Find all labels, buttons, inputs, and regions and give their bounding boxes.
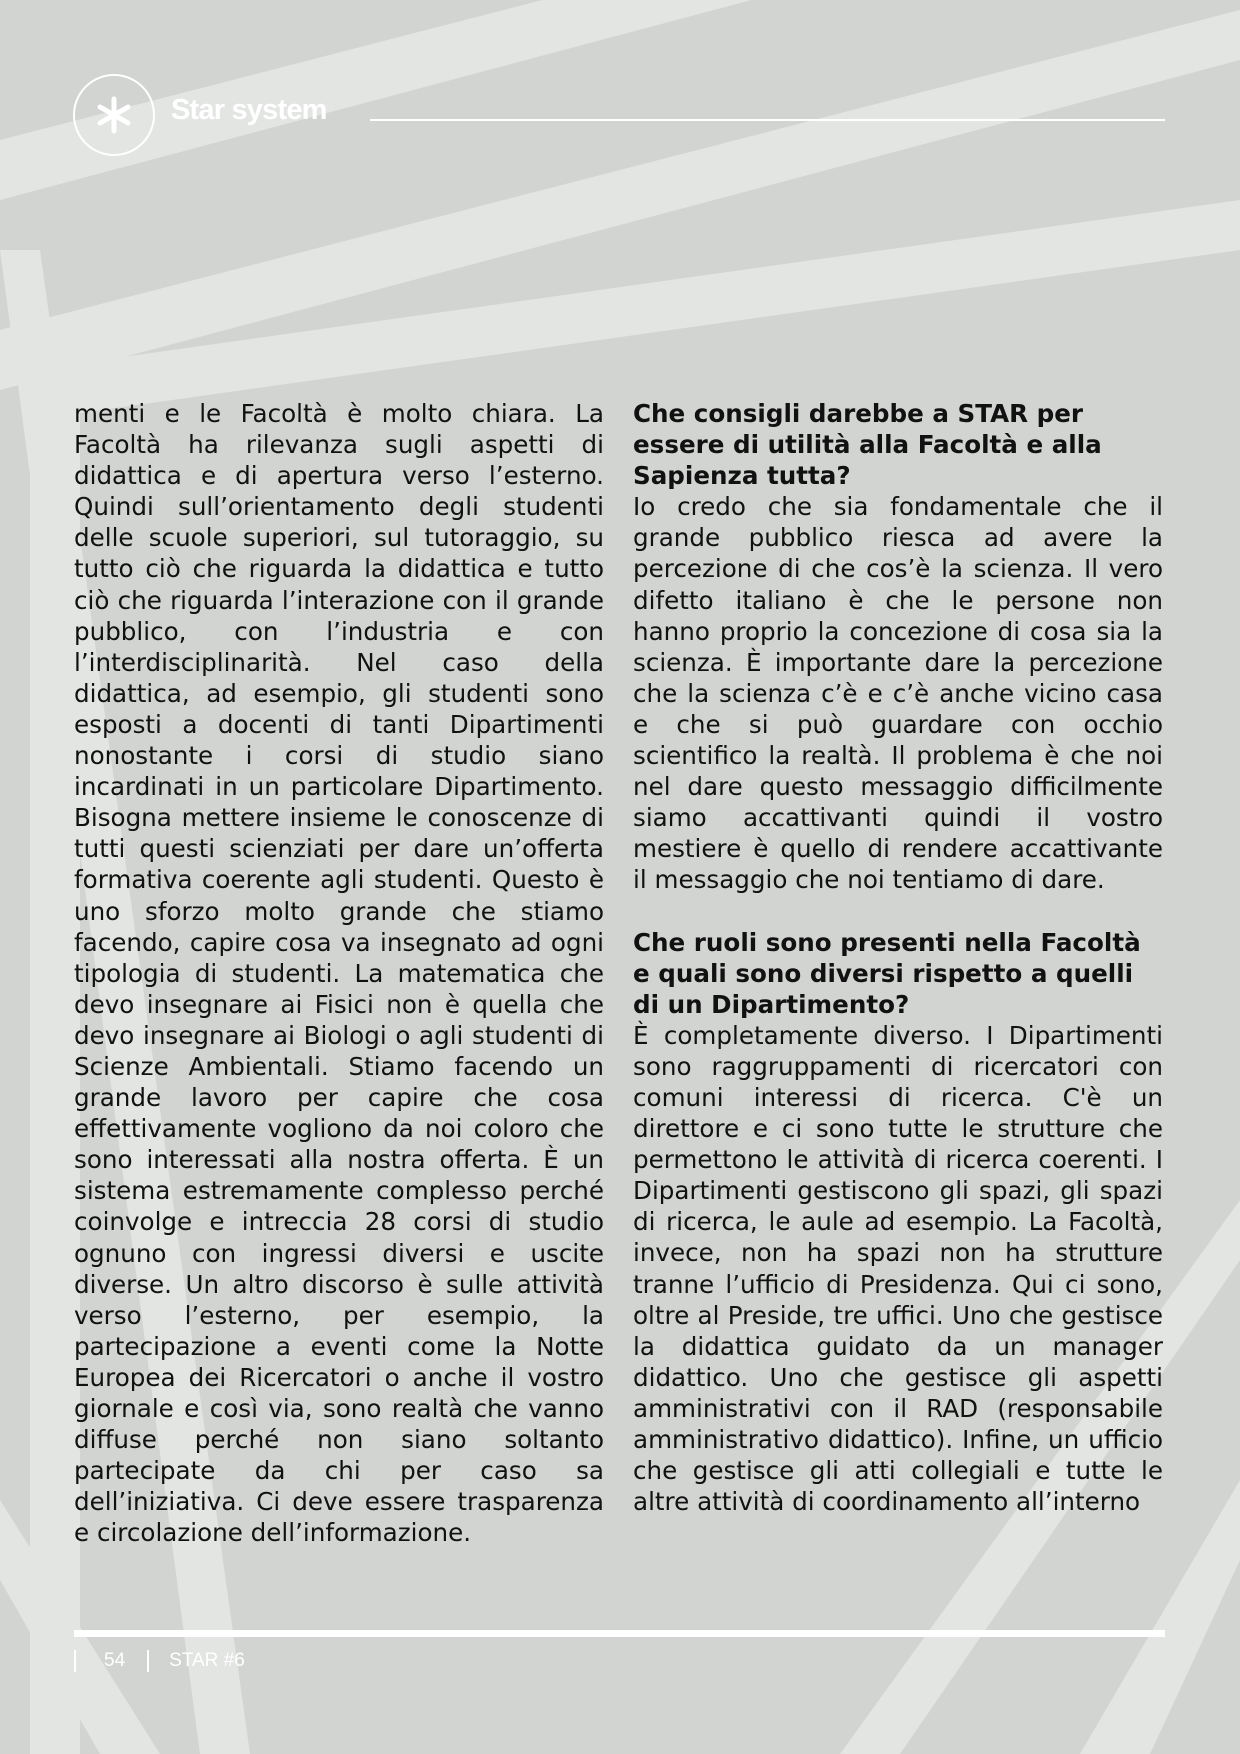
section-logo — [73, 74, 155, 156]
answer-paragraph: È completamente diverso. I Dipartimenti sono raggruppamenti di ricercatori con comuni interessi di ricerca. C'è un direttore e ci sono tutte le strutture che permettono le attività di ricerca coerenti. I Dipartimenti gestiscono gli spazi, gli spazi di ricerca, le aule ad esempio. La Facoltà, invece, non ha spazi non ha strutture tranne l’ufficio di Presidenza. Qui ci sono, oltre al Preside, tre uffici. Uno che gestisce la didattica guidato da un manager didattico. Uno che gestisce gli aspetti amministrativi con il RAD (responsabile amministrativo didattico). Infine, un ufficio che gestisce gli atti collegiali e tutte le altre attività di coordinamento all’interno — [633, 1020, 1163, 1517]
magazine-issue: STAR #6 — [169, 1650, 245, 1671]
asterisk-icon — [94, 95, 134, 135]
body-paragraph: menti e le Facoltà è molto chiara. La Facoltà ha rilevanza sugli aspetti di didattica e di apertura verso l’esterno. Quindi sull’orientamento degli studenti delle scuole superiori, sul tutoraggio, su tutto ciò che riguarda la didattica e tutto ciò che riguarda l’interazione con il grande pubblico, con l’industria e con l’interdisciplinarità. Nel caso della didattica, ad esempio, gli studenti sono esposti a docenti di tanti Dipartimenti nonostante i corsi di studio siano incardinati in un particolare Dipartimento. Bisogna mettere insieme le conoscenze di tutti questi scienziati per dare un’offerta formativa coerente agli studenti. Questo è uno sforzo molto grande che stiamo facendo, capire cosa va insegnato ad ogni tipologia di studenti. La matematica che devo insegnare ai Fisici non è quella che devo insegnare ai Biologi o agli studenti di Scienze Ambientali. Stiamo facendo un grande lavoro per capire che cosa effettivamente vogliono da noi coloro che sono interessati alla nostra offerta. È un sistema estremamente complesso perché coinvolge e intreccia 28 corsi di studio ognuno con ingressi diversi e uscite diverse. Un altro discorso è sulle attività verso l’esterno, per esempio, la partecipazione a eventi come la Notte Europea dei Ricercatori o anche il vostro giornale e così via, sono realtà che vanno diffuse perché non siano soltanto partecipate da chi per caso sa dell’iniziativa. Ci deve essere trasparenza e circolazione dell’informazione. — [74, 399, 604, 1548]
footer-separator — [74, 1650, 76, 1672]
question-heading: Che consigli darebbe a STAR per essere di utilità alla Facoltà e alla Sapienza tutta? — [633, 399, 1102, 491]
page-footer — [74, 1650, 245, 1672]
section-title: Star system — [171, 94, 327, 126]
header-divider — [370, 119, 1165, 121]
footer-divider — [74, 1630, 1165, 1637]
page-number: 54 — [104, 1650, 126, 1671]
right-column — [633, 398, 1163, 1517]
question-heading: Che ruoli sono presenti nella Facoltà e quali sono diversi rispetto a quelli di un Dipartimento? — [633, 927, 1141, 1019]
answer-paragraph: Io credo che sia fondamentale che il grande pubblico riesca ad avere la percezione di che cos’è la scienza. Il vero difetto italiano è che le persone non hanno proprio la concezione di cosa sia la scienza. È importante dare la percezione che la scienza c’è e c’è anche vicino casa e che si può guardare con occhio scientifico la realtà. Il problema è che noi nel dare questo messaggio difficilmente siamo accattivanti quindi il vostro mestiere è quello di rendere accattivante il messaggio che noi tentiamo di dare. — [633, 492, 1163, 895]
left-column — [74, 398, 604, 1548]
paragraph-gap — [633, 896, 1163, 927]
footer-separator — [147, 1650, 149, 1672]
